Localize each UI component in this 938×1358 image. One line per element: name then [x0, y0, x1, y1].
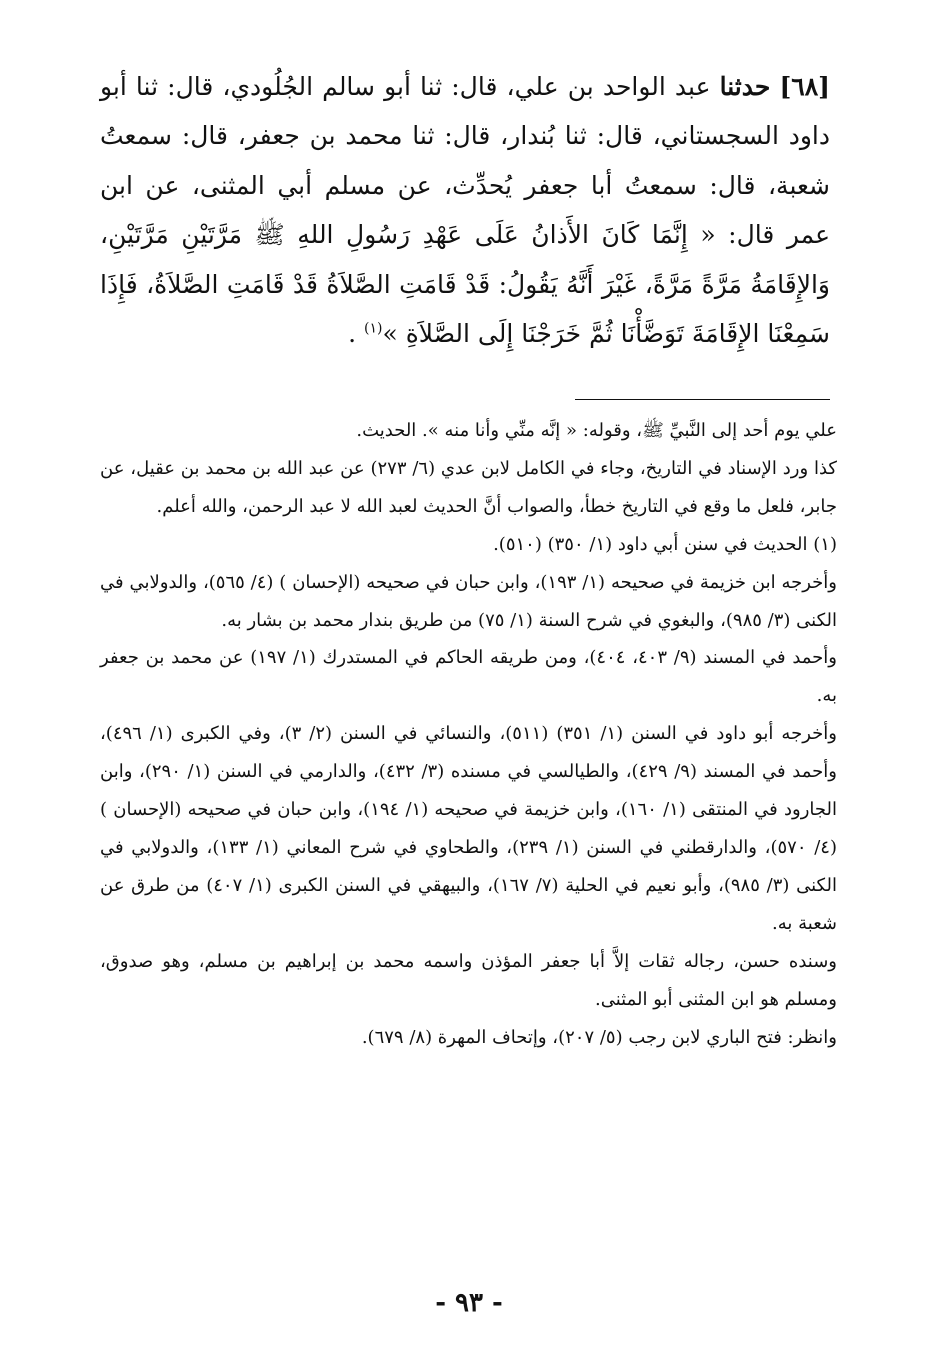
footnote-paragraph: وأحمد في المسند (٩/ ٤٠٣، ٤٠٤)، ومن طريقه الحاكم في المستدرك (١/ ١٩٧) عن محمد بن جعفر به. [100, 647, 837, 707]
hadith-opening: حدثنا [719, 72, 771, 101]
footnote-paragraph: وأخرجه ابن خزيمة في صحيحه (١/ ١٩٣)، وابن حبان في صحيحه (الإحسان ) (٤/ ٥٦٥)، والدولابي في الكنى (٣/ ٩٨٥)، والبغوي في شرح السنة (١/ ٧٥) من طريق بندار محمد بن بشار به. [100, 571, 837, 631]
hadith-body [100, 62, 830, 358]
footnote-paragraph: (١) الحديث في سنن أبي داود (١/ ٣٥٠) (٥١٠). [493, 533, 837, 555]
footnote-paragraph: وانظر: فتح الباري لابن رجب (٥/ ٢٠٧)، وإتحاف المهرة (٨/ ٦٧٩). [361, 1026, 837, 1048]
footnote-paragraph: وسنده حسن، رجاله ثقات إلاَّ أبا جعفر المؤذن واسمه محمد بن إبراهيم بن مسلم، وهو صدوق، ومسلم هو ابن المثنى أبو المثنى. [100, 950, 837, 1010]
footnote-reference: (١) [364, 320, 383, 337]
footnotes-section [100, 412, 837, 1056]
footnote-paragraph: وأخرجه أبو داود في السنن (١/ ٣٥١) (٥١١)، والنسائي في السنن (٢/ ٣)، وفي الكبرى (١/ ٤٩٦)، وأحمد في المسند (٩/ ٤٢٩)، والطيالسي في مسنده (٣/ ٤٣٢)، والدارمي في السنن (١/ ٢٩٠)، وابن الجارود في المنتقى (١/ ١٦٠)، وابن خزيمة في صحيحه (١/ ١٩٤)، وابن حبان في صحيحه (الإحسان ) (٤/ ٥٧٠)، والدارقطني في السنن (١/ ٢٣٩)، والطحاوي في شرح المعاني (١/ ١٣٣)، والدولابي في الكنى (٣/ ٩٨٥)، وأبو نعيم في الحلية (٧/ ١٦٧)، والبيهقي في السنن الكبرى (١/ ٤٠٧) من طرق عن شعبة به. [100, 723, 837, 934]
hadith-number: [٦٨] [779, 72, 830, 101]
hadith-end: . [348, 319, 357, 349]
footnote-paragraph: علي يوم أحد إلى النَّبيِّ ﷺ، وقوله: « إنَّه منِّي وأنا منه ». الحديث. [356, 420, 837, 441]
page-number: - ٩٣ - [435, 1288, 503, 1318]
hadith-paragraph [100, 62, 830, 358]
footnote-paragraph: كذا ورد الإسناد في التاريخ، وجاء في الكامل لابن عدي (٦/ ٢٧٣) عن عبد الله بن محمد بن عقيل، عن جابر، فلعل ما وقع في التاريخ خطأ، والصواب أنَّ الحديث لعبد الله لا عبد الرحمن، والله أعلم. [100, 457, 837, 517]
footnote-separator [575, 399, 830, 400]
hadith-text: عبد الواحد بن علي، قال: ثنا أبو سالم الجُلُودي، قال: ثنا أبو داود السجستاني، قال: ثنا بُندار، قال: ثنا محمد بن جعفر، قال: سمعتُ شعبة، قال: سمعتُ أبا جعفر يُحدِّث، عن مسلم أبي المثنى، عن ابن عمر قال: « إِنَّمَا كَانَ الأَذانُ عَلَى عَهْدِ رَسُولِ اللهِ ﷺ مَرَّتَيْنِ مَرَّتَيْنِ، وَالإِقَامَةُ مَرَّةً مَرَّةً، غَيْرَ أَنَّهُ يَقُولُ: قَدْ قَامَتِ الصَّلاَةُ قَدْ قَامَتِ الصَّلاَةُ، فَإِذَا سَمِعْنَا الإِقَامَةَ تَوَضَّأْنَا ثُمَّ خَرَجْنَا إِلَى الصَّلاَةِ » [100, 72, 830, 349]
